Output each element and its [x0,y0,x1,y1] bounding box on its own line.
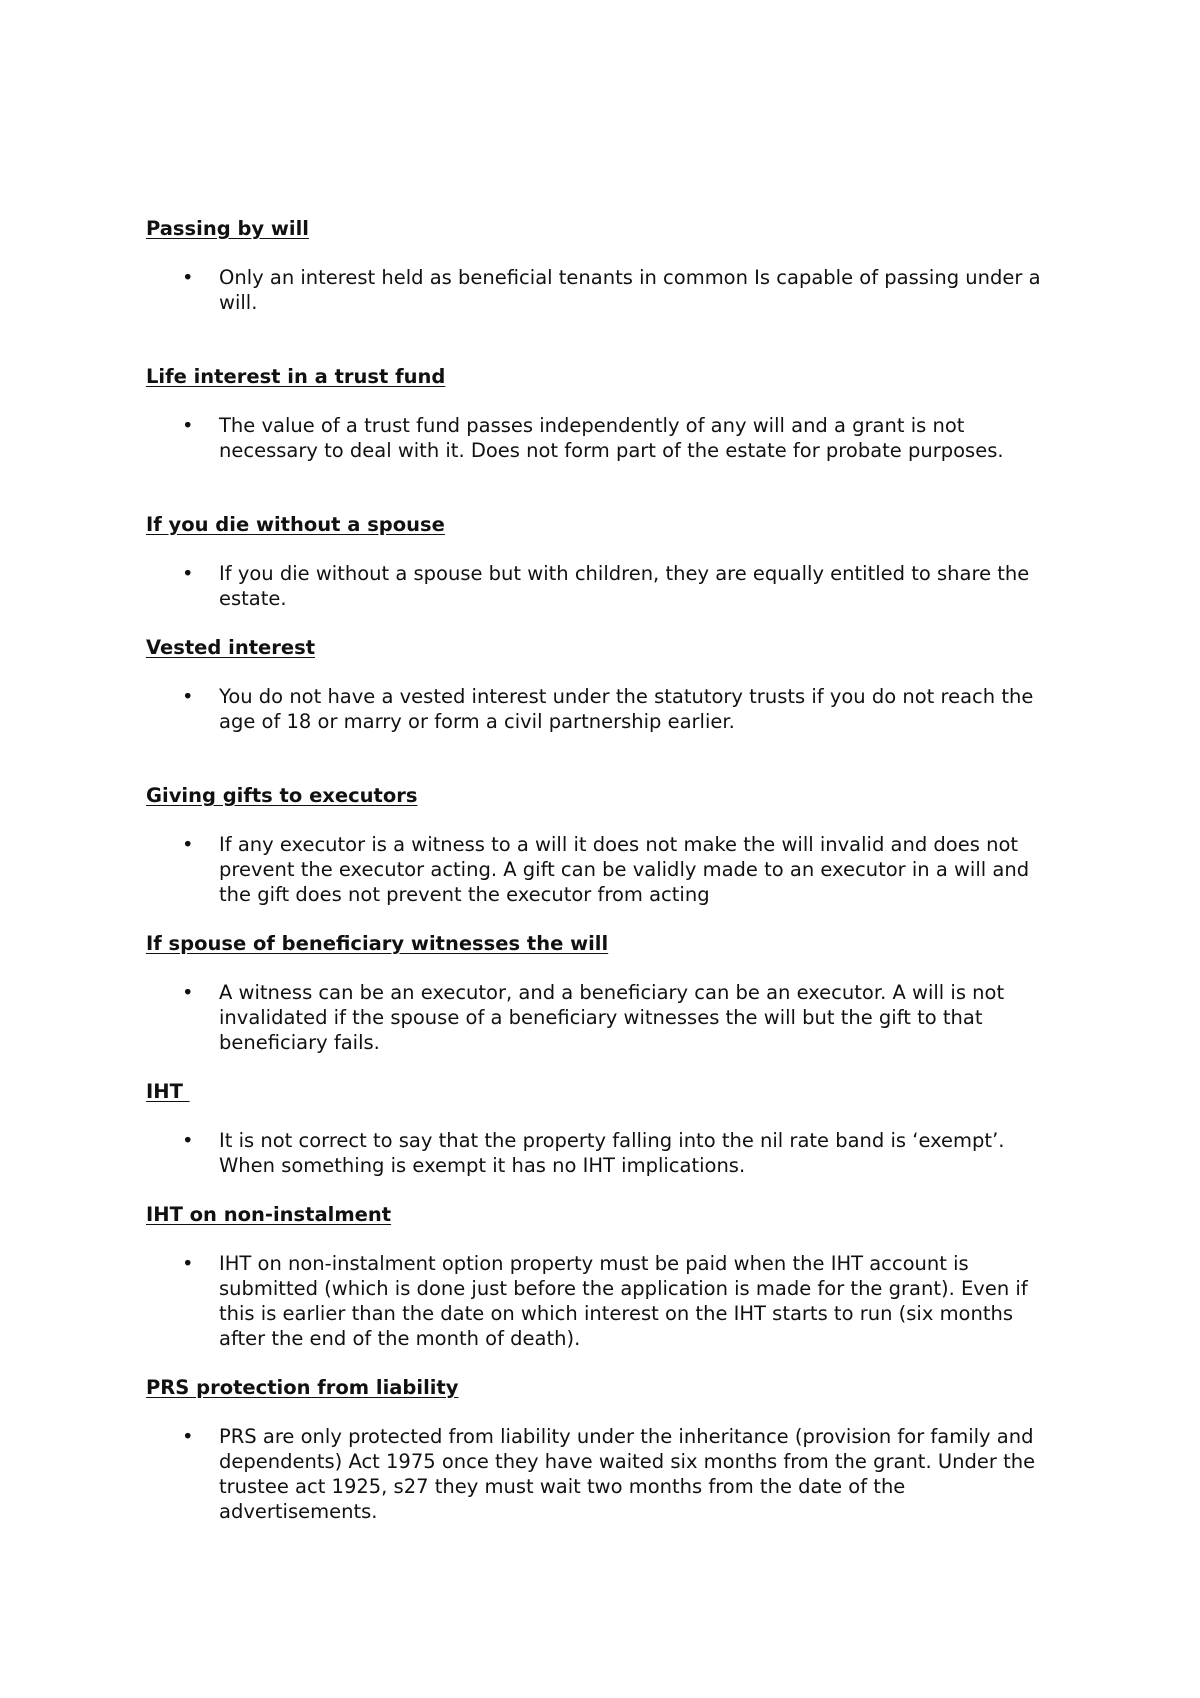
list-item-text: If you die without a spouse but with children, they are equally entitled to share the estate. [219,562,1030,610]
list-item-text: You do not have a vested interest under the statutory trusts if you do not reach the age of 18 or marry or form a civil partnership earlier. [219,685,1034,733]
list-item-text: The value of a trust fund passes independently of any will and a grant is not necessary to deal with it. Does not form part of the estate for probate purposes. [219,414,1004,462]
section-iht [146,1079,1066,1178]
list-item-text: PRS are only protected from liability under the inheritance (provision for family and dependents) Act 1975 once they have waited six months from the grant. Under the trustee act 1925, s27 they must wait two months from the date of the advertisements. [219,1425,1036,1523]
bullet-icon: • [182,1425,194,1448]
list-item-text: Only an interest held as beneficial tenants in common Is capable of passing under a will. [219,266,1041,314]
list-item [146,1424,1065,1524]
list-item [146,684,1065,734]
section-heading: Life interest in a trust fund [146,365,446,388]
spacer [146,611,1066,635]
section-vested-interest [146,635,1066,734]
spacer [146,734,1066,783]
section-die-without-spouse [146,512,1066,611]
bullet-icon: • [182,1129,194,1152]
list-item-text: IHT on non-instalment option property must be paid when the IHT account is submitted (which is done just before the application is made for the grant). Even if this is earlier than the date on which interest on the IHT starts to run (six months after the end of the month of death). [219,1252,1028,1350]
bullet-list [146,684,1066,734]
bullet-list [146,265,1066,315]
section-gifts-to-executors [146,783,1066,907]
document-page [146,216,1066,1524]
list-item-text: A witness can be an executor, and a beneficiary can be an executor. A will is not invalidated if the spouse of a beneficiary witnesses the will but the gift to that beneficiary fails. [219,981,1005,1054]
section-heading: If you die without a spouse [146,513,445,536]
list-item [146,1128,1065,1178]
bullet-list [146,413,1066,463]
section-heading: IHT on non-instalment [146,1203,392,1226]
bullet-list [146,832,1066,907]
spacer [146,1178,1066,1202]
spacer [146,1055,1066,1079]
bullet-icon: • [182,1252,194,1275]
list-item [146,980,1065,1055]
bullet-icon: • [182,833,194,856]
bullet-icon: • [182,266,194,289]
bullet-list [146,561,1066,611]
spacer [146,463,1066,512]
list-item [146,413,1065,463]
spacer [146,907,1066,931]
list-item-text: It is not correct to say that the property falling into the nil rate band is ‘exempt’. When something is exempt it has no IHT implications. [219,1129,1005,1177]
section-heading: Passing by will [146,217,309,240]
bullet-icon: • [182,562,194,585]
list-item [146,1251,1065,1351]
section-prs-protection [146,1375,1066,1524]
section-heading: PRS protection from liability [146,1376,459,1399]
spacer [146,1351,1066,1375]
list-item [146,265,1065,315]
bullet-list [146,980,1066,1055]
bullet-icon: • [182,981,194,1004]
list-item [146,832,1065,907]
section-life-interest [146,364,1066,463]
section-passing-by-will [146,216,1066,315]
list-item [146,561,1065,611]
spacer [146,315,1066,364]
section-heading: If spouse of beneficiary witnesses the will [146,932,609,955]
section-heading: IHT [146,1080,190,1103]
section-heading: Giving gifts to executors [146,784,418,807]
section-iht-non-instalment [146,1202,1066,1351]
bullet-icon: • [182,685,194,708]
bullet-list [146,1251,1066,1351]
section-heading: Vested interest [146,636,316,659]
bullet-icon: • [182,414,194,437]
bullet-list [146,1424,1066,1524]
section-spouse-witnesses [146,931,1066,1055]
bullet-list [146,1128,1066,1178]
list-item-text: If any executor is a witness to a will it does not make the will invalid and does not prevent the executor acting. A gift can be validly made to an executor in a will and the gift does not prevent the executor from acting [219,833,1030,906]
